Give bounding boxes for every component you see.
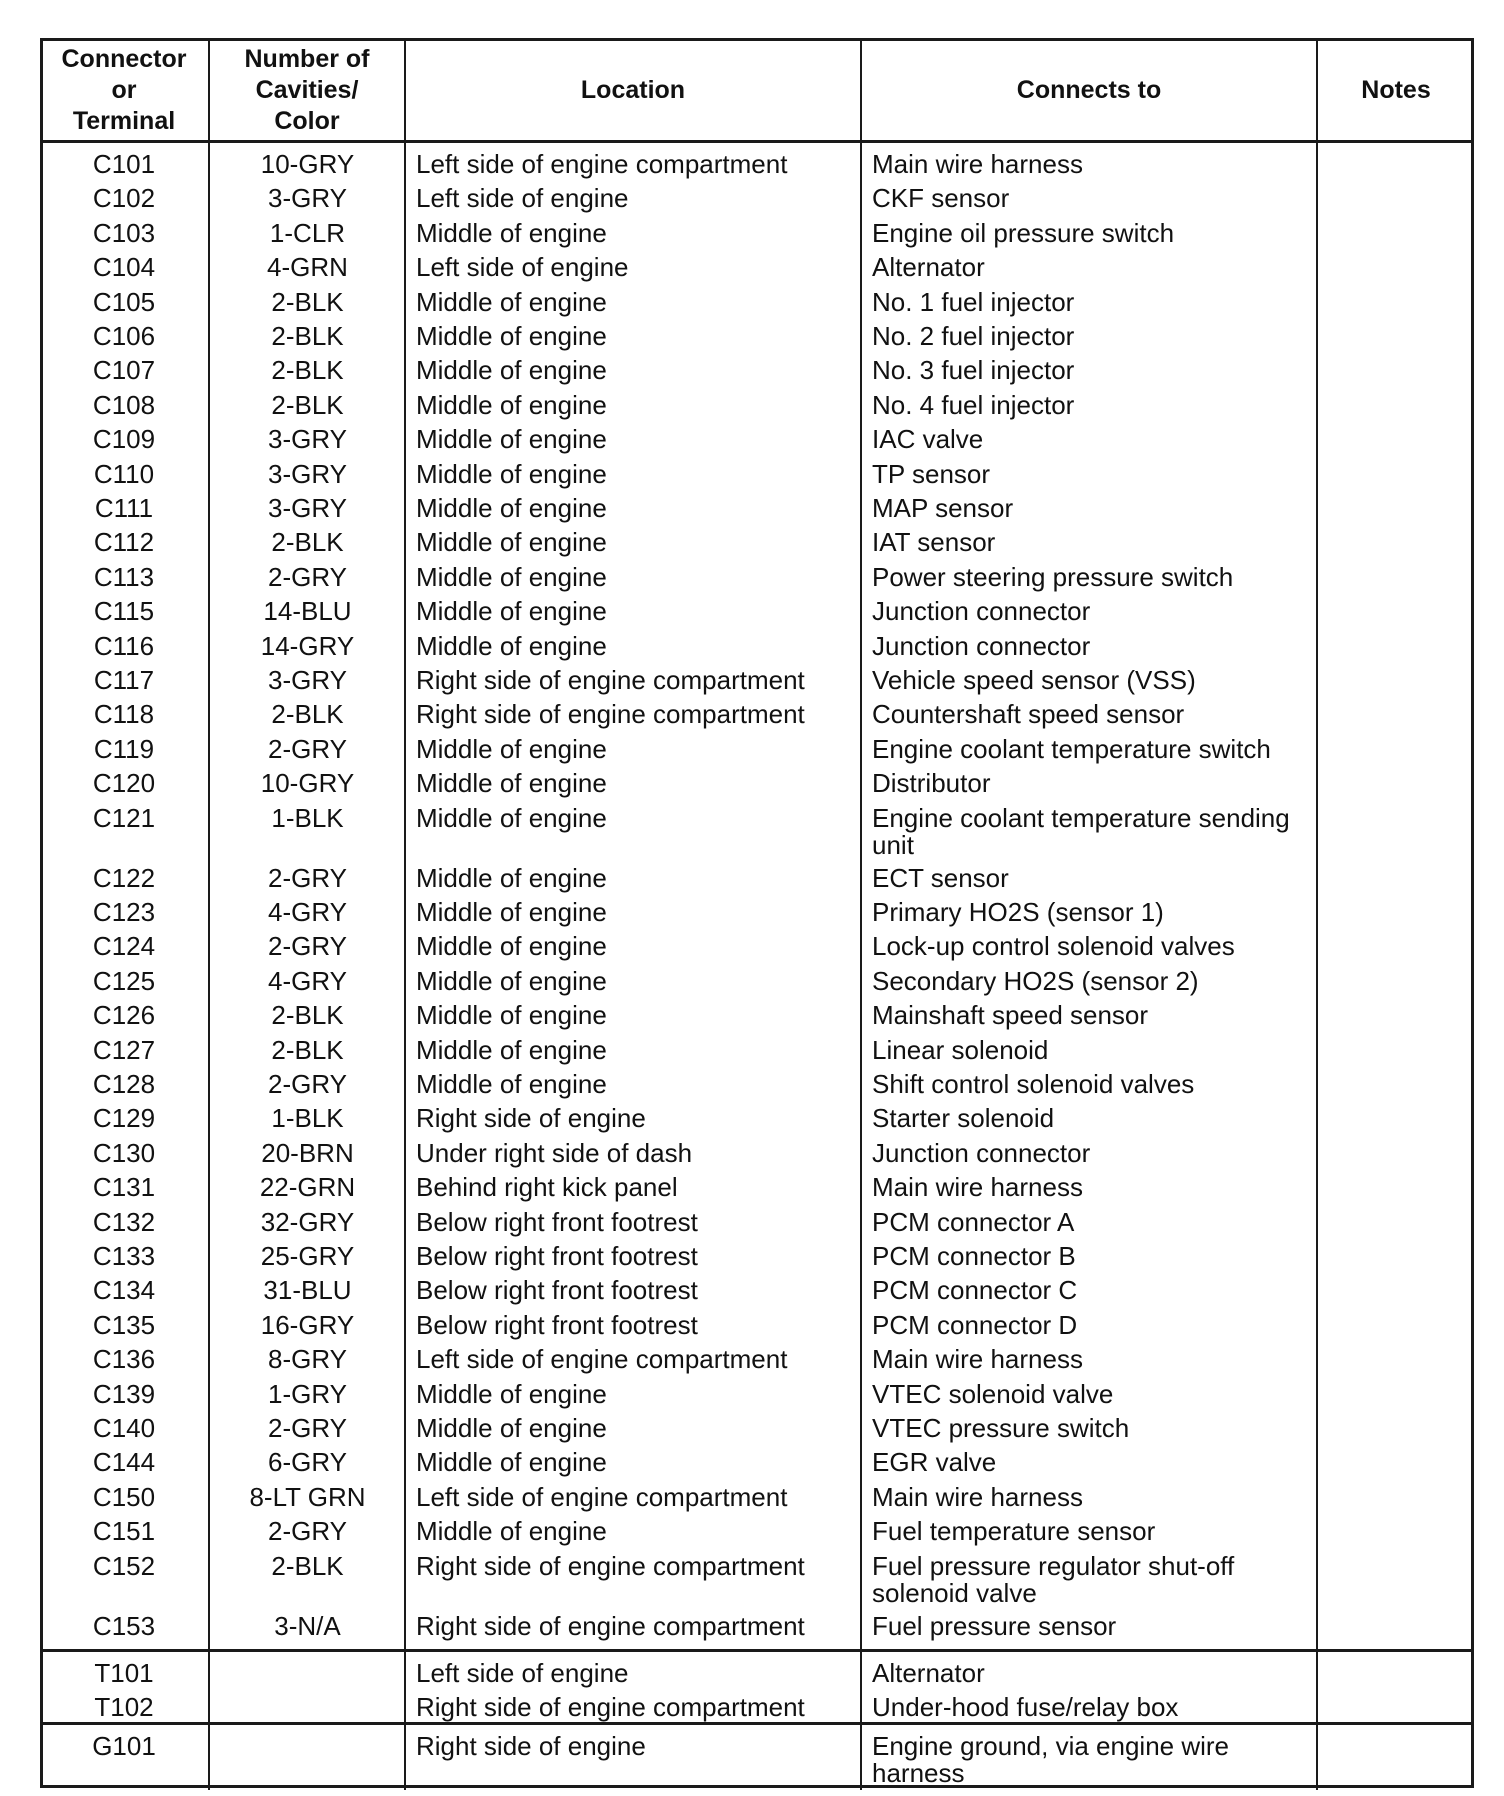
location-text: Middle of engine bbox=[416, 733, 607, 764]
connects-to-text: Power steering pressure switch bbox=[872, 561, 1234, 592]
column-divider bbox=[860, 38, 862, 1790]
location-text: Middle of engine bbox=[416, 1413, 607, 1443]
connects-to-text: Starter solenoid bbox=[872, 1103, 1055, 1134]
cavity-color: 2-BLK bbox=[271, 1000, 344, 1031]
location-text: Right side of engine bbox=[416, 1103, 646, 1134]
connector-id: C106 bbox=[92, 321, 156, 351]
location-text: Right side of engine compartment bbox=[416, 1610, 805, 1641]
connects-to-text: Junction connector bbox=[872, 596, 1091, 627]
location-text: Middle of engine bbox=[416, 802, 607, 833]
connects-to-text: Engine oil pressure switch bbox=[872, 217, 1175, 248]
connects-to-text: Mainshaft speed sensor bbox=[872, 1000, 1149, 1031]
connector-id: C132 bbox=[92, 1206, 156, 1237]
cavity-color: 31-BLU bbox=[263, 1275, 352, 1306]
location-text: Right side of engine compartment bbox=[416, 1692, 805, 1723]
connector-id: C113 bbox=[93, 561, 155, 592]
location-text: Under right side of dash bbox=[416, 1137, 693, 1168]
connector-id: C122 bbox=[92, 862, 156, 893]
location-text: Middle of engine bbox=[416, 862, 607, 893]
cavity-color: 2-BLK bbox=[271, 527, 344, 558]
connects-to-text: EGR valve bbox=[872, 1447, 997, 1478]
location-text: Middle of engine bbox=[416, 1516, 607, 1547]
connects-to-text: Vehicle speed sensor (VSS) bbox=[872, 665, 1196, 695]
cavity-color: 2-GRY bbox=[268, 1069, 347, 1099]
location-text: Middle of engine bbox=[416, 527, 607, 558]
connector-id: C127 bbox=[92, 1034, 156, 1065]
connector-id: C102 bbox=[92, 183, 156, 214]
connects-to-text: Junction connector bbox=[872, 1137, 1091, 1168]
connector-id: C140 bbox=[92, 1413, 156, 1443]
connects-to-text: Engine ground, via engine wire harness bbox=[872, 1731, 1230, 1788]
connector-id: C125 bbox=[92, 965, 156, 996]
connector-id: C109 bbox=[92, 424, 156, 455]
location-text: Middle of engine bbox=[416, 286, 607, 317]
connector-id: C129 bbox=[92, 1103, 156, 1134]
cavity-color: 10-GRY bbox=[260, 768, 355, 799]
connector-id: C104 bbox=[92, 252, 156, 283]
cavity-color: 22-GRN bbox=[259, 1172, 356, 1203]
connector-id: C118 bbox=[93, 699, 155, 730]
connector-id: T101 bbox=[94, 1658, 154, 1688]
connector-id: C124 bbox=[92, 931, 156, 962]
connects-to-text: Alternator bbox=[872, 1658, 985, 1688]
location-text: Middle of engine bbox=[416, 768, 607, 799]
connector-id: C116 bbox=[93, 630, 155, 661]
cavity-color: 20-BRN bbox=[261, 1137, 354, 1168]
location-text: Middle of engine bbox=[416, 561, 607, 592]
connector-id: C135 bbox=[92, 1309, 156, 1340]
location-text: Middle of engine bbox=[416, 355, 607, 386]
connects-to-text: Engine coolant temperature switch bbox=[872, 733, 1271, 764]
connector-id: C133 bbox=[92, 1241, 156, 1271]
cavity-color: 14-GRY bbox=[260, 630, 355, 661]
connects-to-text: Fuel pressure sensor bbox=[872, 1610, 1117, 1641]
connects-to-text: Fuel pressure regulator shut-off solenoid valve bbox=[872, 1550, 1235, 1608]
header-notes: Notes bbox=[1361, 75, 1431, 104]
connects-to-text: Countershaft speed sensor bbox=[872, 699, 1185, 730]
connector-id: C136 bbox=[92, 1344, 156, 1375]
connects-to-text: Lock-up control solenoid valves bbox=[872, 931, 1235, 962]
column-divider bbox=[404, 38, 406, 1790]
connector-id: C128 bbox=[92, 1069, 156, 1099]
cavity-color: 2-BLK bbox=[271, 389, 344, 420]
connector-id: C108 bbox=[92, 389, 156, 420]
connects-to-text: Under-hood fuse/relay box bbox=[872, 1692, 1179, 1723]
cavity-color: 2-BLK bbox=[271, 1550, 344, 1581]
connector-id: C117 bbox=[93, 665, 155, 695]
cavity-color: 2-GRY bbox=[268, 1516, 347, 1547]
connector-id: C105 bbox=[92, 286, 156, 317]
location-text: Middle of engine bbox=[416, 1378, 607, 1409]
connector-id: C103 bbox=[92, 217, 156, 248]
connects-to-text: No. 4 fuel injector bbox=[872, 389, 1075, 420]
location-text: Middle of engine bbox=[416, 897, 607, 927]
connects-to-text: VTEC solenoid valve bbox=[872, 1378, 1114, 1409]
connects-to-text: Primary HO2S (sensor 1) bbox=[872, 897, 1164, 927]
connects-to-text: Secondary HO2S (sensor 2) bbox=[872, 965, 1199, 996]
connects-to-text: CKF sensor bbox=[872, 183, 1010, 214]
connector-id: C152 bbox=[92, 1550, 156, 1581]
connects-to-text: ECT sensor bbox=[872, 862, 1009, 893]
location-text: Middle of engine bbox=[416, 424, 607, 455]
connector-id: C101 bbox=[92, 149, 156, 179]
connector-id: C139 bbox=[92, 1378, 156, 1409]
location-text: Middle of engine bbox=[416, 596, 607, 627]
connects-to-text: Junction connector bbox=[872, 630, 1091, 661]
connects-to-text: No. 2 fuel injector bbox=[872, 321, 1075, 351]
cavity-color: 1-BLK bbox=[271, 802, 344, 833]
connects-to-text: Fuel temperature sensor bbox=[872, 1516, 1156, 1547]
connector-id: C110 bbox=[93, 458, 155, 489]
header-connector: Connector or Terminal bbox=[61, 44, 187, 135]
cavity-color: 3-N/A bbox=[274, 1610, 341, 1641]
connector-id: C120 bbox=[92, 768, 156, 799]
location-text: Middle of engine bbox=[416, 458, 607, 489]
location-text: Middle of engine bbox=[416, 1447, 607, 1478]
location-text: Middle of engine bbox=[416, 931, 607, 962]
cavity-color: 2-GRY bbox=[268, 733, 347, 764]
location-text: Middle of engine bbox=[416, 1034, 607, 1065]
location-text: Left side of engine compartment bbox=[416, 1344, 788, 1375]
cavity-color: 1-BLK bbox=[271, 1103, 344, 1134]
location-text: Right side of engine compartment bbox=[416, 665, 805, 695]
connects-to-text: IAT sensor bbox=[872, 527, 996, 558]
connects-to-text: Main wire harness bbox=[872, 1481, 1083, 1512]
location-text: Left side of engine bbox=[416, 183, 629, 214]
location-text: Middle of engine bbox=[416, 389, 607, 420]
connector-id: C111 bbox=[94, 493, 154, 523]
header-separator bbox=[40, 140, 1474, 143]
cavity-color: 4-GRY bbox=[268, 965, 347, 996]
connects-to-text: No. 1 fuel injector bbox=[872, 286, 1075, 317]
connector-id: C153 bbox=[92, 1610, 156, 1641]
cavity-color: 3-GRY bbox=[268, 665, 347, 695]
connector-id: C121 bbox=[92, 802, 156, 833]
cavity-color: 2-GRY bbox=[268, 931, 347, 962]
connects-to-text: Alternator bbox=[872, 252, 985, 283]
connects-to-text: Main wire harness bbox=[872, 149, 1083, 179]
cavity-color: 2-BLK bbox=[271, 699, 344, 730]
location-text: Right side of engine compartment bbox=[416, 699, 805, 730]
location-text: Middle of engine bbox=[416, 1069, 607, 1099]
connector-id: C107 bbox=[92, 355, 156, 386]
cavity-color: 2-BLK bbox=[271, 1034, 344, 1065]
location-text: Below right front footrest bbox=[416, 1309, 698, 1340]
connects-to-text: No. 3 fuel injector bbox=[872, 355, 1075, 386]
location-text: Left side of engine bbox=[416, 1658, 629, 1688]
connects-to-text: Shift control solenoid valves bbox=[872, 1069, 1195, 1099]
cavity-color: 1-GRY bbox=[268, 1378, 347, 1409]
location-text: Middle of engine bbox=[416, 321, 607, 351]
location-text: Middle of engine bbox=[416, 630, 607, 661]
cavity-color: 6-GRY bbox=[268, 1447, 347, 1478]
connector-id: C151 bbox=[92, 1516, 156, 1547]
cavity-color: 10-GRY bbox=[260, 149, 355, 179]
location-text: Middle of engine bbox=[416, 965, 607, 996]
column-divider bbox=[208, 38, 210, 1790]
connector-id: C112 bbox=[93, 527, 155, 558]
connector-id: C131 bbox=[92, 1172, 156, 1203]
header-cavities: Number of Cavities/ Color bbox=[244, 44, 370, 135]
connects-to-text: IAC valve bbox=[872, 424, 984, 455]
location-text: Behind right kick panel bbox=[416, 1172, 678, 1203]
location-text: Right side of engine compartment bbox=[416, 1550, 805, 1581]
location-text: Below right front footrest bbox=[416, 1241, 698, 1271]
location-text: Right side of engine bbox=[416, 1731, 646, 1761]
cavity-color: 16-GRY bbox=[260, 1309, 355, 1340]
cavity-color: 1-CLR bbox=[269, 217, 346, 248]
connector-id: C150 bbox=[92, 1481, 156, 1512]
location-text: Middle of engine bbox=[416, 1000, 607, 1031]
cavity-color: 2-BLK bbox=[271, 321, 344, 351]
cavity-color: 3-GRY bbox=[268, 424, 347, 455]
location-text: Middle of engine bbox=[416, 493, 607, 523]
connector-id: C123 bbox=[92, 897, 156, 927]
location-text: Below right front footrest bbox=[416, 1206, 698, 1237]
cavity-color: 25-GRY bbox=[260, 1241, 355, 1271]
cavity-color: 3-GRY bbox=[268, 493, 347, 523]
connects-to-text: PCM connector C bbox=[872, 1275, 1078, 1306]
connector-id: C130 bbox=[92, 1137, 156, 1168]
location-text: Left side of engine compartment bbox=[416, 149, 788, 179]
cavity-color: 8-GRY bbox=[268, 1344, 347, 1375]
cavity-color: 14-BLU bbox=[263, 596, 352, 627]
connector-id: C126 bbox=[92, 1000, 156, 1031]
section-separator bbox=[40, 1722, 1474, 1725]
connects-to-text: Linear solenoid bbox=[872, 1034, 1049, 1065]
cavity-color: 8-LT GRN bbox=[249, 1481, 366, 1512]
location-text: Middle of engine bbox=[416, 217, 607, 248]
connector-id: T102 bbox=[94, 1692, 154, 1723]
connects-to-text: PCM connector A bbox=[872, 1206, 1075, 1237]
connector-id: C144 bbox=[92, 1447, 156, 1478]
header-location: Location bbox=[580, 75, 686, 104]
connector-id: G101 bbox=[92, 1731, 156, 1761]
header-connects-to: Connects to bbox=[1016, 75, 1162, 104]
cavity-color: 2-BLK bbox=[271, 355, 344, 386]
connects-to-text: Engine coolant temperature sending unit bbox=[872, 802, 1290, 860]
location-text: Left side of engine compartment bbox=[416, 1481, 788, 1512]
cavity-color: 3-GRY bbox=[268, 458, 347, 489]
location-text: Below right front footrest bbox=[416, 1275, 698, 1306]
connects-to-text: VTEC pressure switch bbox=[872, 1413, 1130, 1443]
connector-id: C134 bbox=[92, 1275, 156, 1306]
cavity-color: 2-GRY bbox=[268, 1413, 347, 1443]
column-divider bbox=[1316, 38, 1318, 1790]
connects-to-text: PCM connector D bbox=[872, 1309, 1078, 1340]
connects-to-text: MAP sensor bbox=[872, 493, 1014, 523]
cavity-color: 4-GRN bbox=[267, 252, 348, 283]
cavity-color: 32-GRY bbox=[260, 1206, 355, 1237]
connector-table bbox=[40, 38, 1474, 1790]
connects-to-text: PCM connector B bbox=[872, 1241, 1076, 1271]
cavity-color: 2-BLK bbox=[271, 286, 344, 317]
connector-id: C119 bbox=[93, 733, 155, 764]
cavity-color: 2-GRY bbox=[268, 561, 347, 592]
connects-to-text: Distributor bbox=[872, 768, 991, 799]
cavity-color: 3-GRY bbox=[268, 183, 347, 214]
cavity-color: 2-GRY bbox=[268, 862, 347, 893]
connects-to-text: TP sensor bbox=[872, 458, 991, 489]
cavity-color: 4-GRY bbox=[268, 897, 347, 927]
connects-to-text: Main wire harness bbox=[872, 1344, 1083, 1375]
section-separator bbox=[40, 1649, 1474, 1652]
connector-id: C115 bbox=[93, 596, 155, 627]
location-text: Left side of engine bbox=[416, 252, 629, 283]
connects-to-text: Main wire harness bbox=[872, 1172, 1083, 1203]
